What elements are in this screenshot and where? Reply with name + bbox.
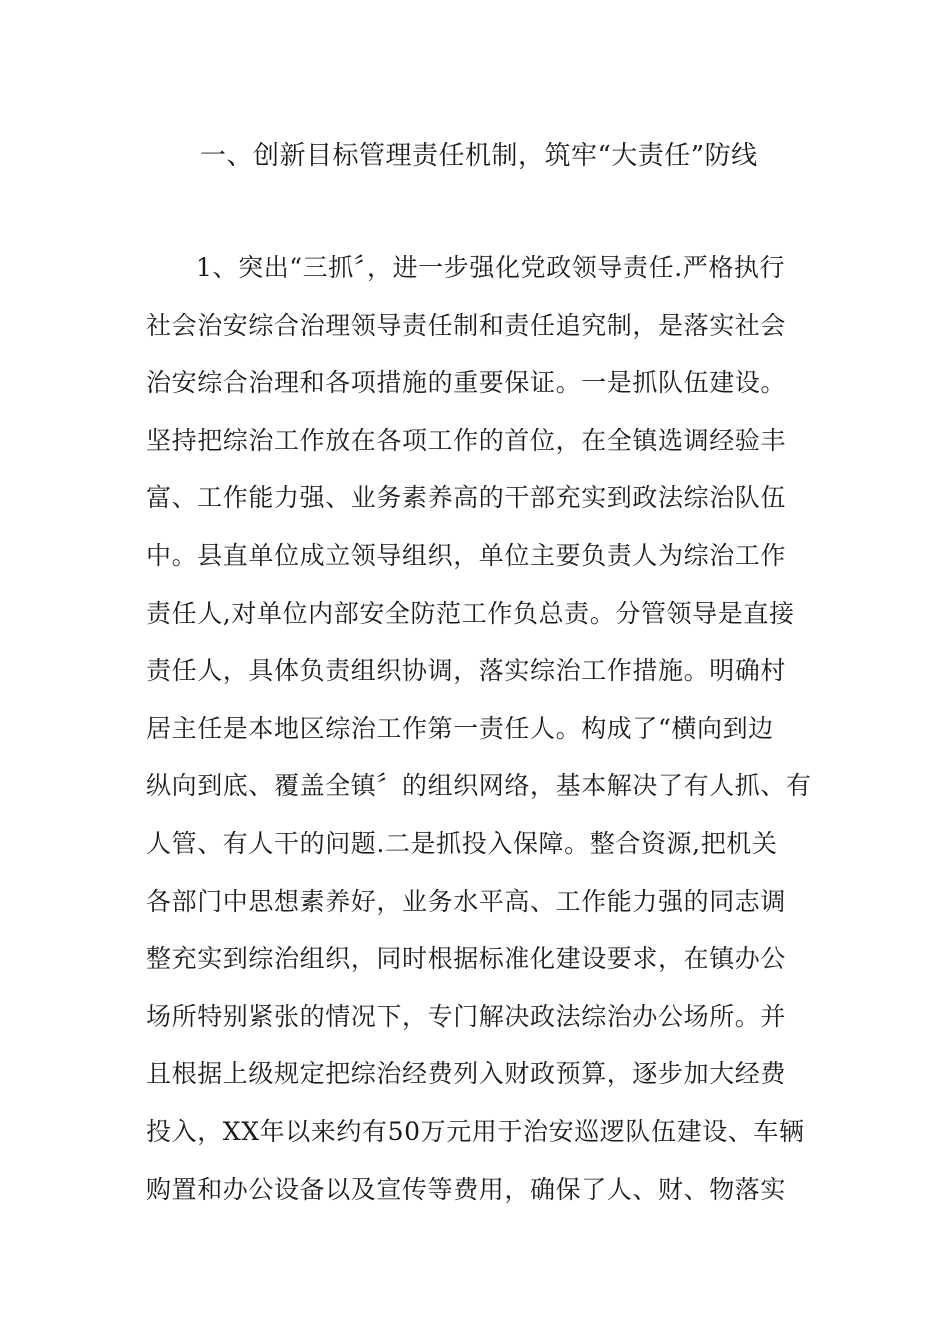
paragraph-line: 富、工作能力强、业务素养高的干部充实到政法综治队伍 — [146, 483, 787, 513]
paragraph-line: 整充实到综治组织，同时根据标准化建设要求，在镇办公 — [146, 944, 787, 974]
paragraph-line: 责任人,对单位内部安全防范工作负总责。分管领导是直接 — [146, 598, 795, 628]
paragraph-line: 场所特别紧张的情况下，专门解决政法综治办公场所。并 — [146, 1001, 787, 1031]
paragraph-line: 居主任是本地区综治工作第一责任人。构成了“横向到边 — [146, 713, 774, 743]
paragraph-line: 纵向到底、覆盖全镇〞的组织网络，基本解决了有人抓、有 — [146, 771, 812, 801]
paragraph-line: 购置和办公设备以及宣传等费用，确保了人、财、物落实 — [146, 1174, 787, 1204]
paragraph-line: 投入，XX年以来约有50万元用于治安巡逻队伍建设、车辆 — [146, 1116, 805, 1146]
paragraph-line: 且根据上级规定把综治经费列入财政预算，逐步加大经费 — [146, 1059, 787, 1089]
paragraph-line: 社会治安综合治理领导责任制和责任追究制，是落实社会 — [146, 310, 787, 340]
paragraph-line: 中。县直单位成立领导组织，单位主要负责人为综治工作 — [146, 540, 787, 570]
paragraph-line: 人管、有人干的问题.二是抓投入保障。整合资源,把机关 — [146, 828, 778, 858]
body-paragraph — [146, 248, 812, 1227]
paragraph-line: 治安综合治理和各项措施的重要保证。一是抓队伍建设。 — [146, 368, 787, 398]
paragraph-line: 责任人，具体负责组织协调，落实综治工作措施。明确村 — [146, 656, 787, 686]
paragraph-line: 1、突出“三抓〞，进一步强化党政领导责任.严格执行 — [196, 253, 786, 282]
paragraph-line: 坚持把综治工作放在各项工作的首位，在全镇选调经验丰 — [146, 425, 787, 455]
paragraph-line: 各部门中思想素养好，业务水平高、工作能力强的同志调 — [146, 886, 787, 916]
section-heading: 一、创新目标管理责任机制，筑牢“大责任”防线 — [200, 141, 758, 171]
